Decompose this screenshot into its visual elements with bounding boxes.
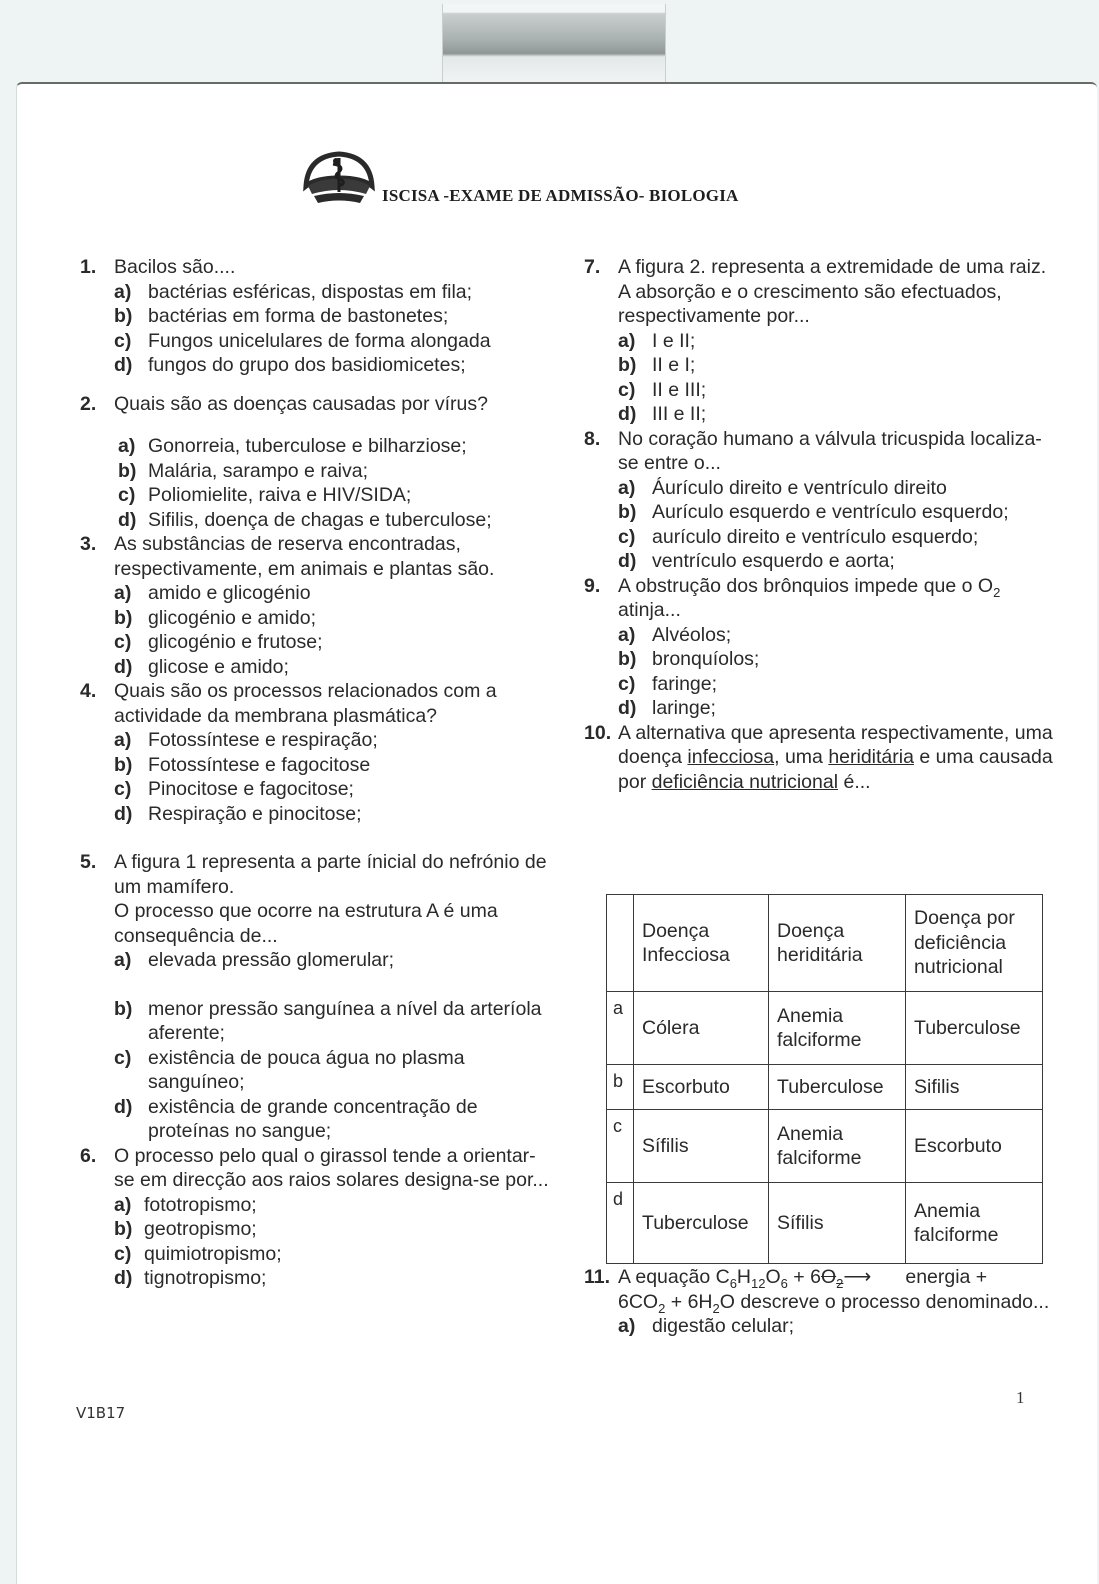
exam-header — [302, 136, 739, 208]
table-cell: Anemia falciforme — [769, 1110, 906, 1183]
table-header-cell: Doença heriditária — [769, 895, 906, 992]
option-b[interactable]: b) Fotossíntese e fagocitose — [114, 753, 371, 776]
disease-table — [606, 894, 1043, 1264]
option-d[interactable]: d) laringe; — [618, 697, 716, 719]
option-b[interactable]: b) II e I; — [618, 354, 696, 376]
row-label: d — [607, 1183, 634, 1264]
question-7 — [584, 255, 1054, 427]
option-d[interactable]: d) existência de grande concentração de proteínas no sangue; — [114, 1095, 478, 1142]
row-label: a — [607, 992, 634, 1065]
option-a[interactable]: a) I e II; — [618, 329, 696, 352]
option-b[interactable]: b) bronquíolos; — [618, 648, 760, 670]
question-number: 10. — [584, 721, 612, 744]
option-a[interactable]: a) fototropismo; — [114, 1193, 257, 1216]
option-c[interactable]: c) glicogénio e frutose; — [114, 631, 323, 653]
page-number: 1 — [1016, 1388, 1025, 1407]
option-b[interactable]: b) menor pressão sanguínea a nível da arteríola aferente; — [114, 997, 542, 1044]
table-row[interactable] — [607, 1065, 1043, 1110]
option-a[interactable]: a) Gonorreia, tuberculose e bilharziose; — [118, 435, 467, 457]
option-d[interactable]: d) Sifilis, doença de chagas e tuberculose; — [118, 508, 492, 531]
table-cell: Escorbuto — [634, 1065, 769, 1110]
row-label: b — [607, 1065, 634, 1110]
table-cell: Escorbuto — [906, 1110, 1043, 1183]
table-cell: Sífilis — [634, 1110, 769, 1183]
question-equation: A equação $C_6H_{12}O_6$ + $6O_2⟶$ energia + $6CO_2 + 6H_2O$ descreve o processo denominado... — [618, 1266, 1050, 1316]
question-number: 6. — [80, 1144, 97, 1167]
option-c[interactable]: c) faringe; — [618, 672, 718, 695]
option-a[interactable]: a) amido e glicogénio — [114, 582, 311, 604]
question-text: No coração humano a válvula tricuspida localiza-se entre o... — [618, 427, 1042, 474]
question-6 — [80, 1144, 550, 1291]
option-d[interactable]: d) fungos do grupo dos basidiomicetes; — [114, 354, 466, 376]
question-text: Bacilos são.... — [114, 256, 236, 278]
option-a[interactable]: a) Alvéolos; — [618, 623, 732, 646]
option-a[interactable]: a) Áurículo direito e ventrículo direito — [618, 476, 947, 499]
question-11 — [584, 1265, 1054, 1339]
question-4 — [80, 679, 550, 826]
table-cell: Anemia falciforme — [769, 992, 906, 1065]
question-5 — [80, 850, 550, 1144]
question-number: 4. — [80, 680, 97, 702]
question-text: As substâncias de reserva encontradas, respectivamente, em animais e plantas são. — [114, 533, 495, 580]
option-b[interactable]: b) bactérias em forma de bastonetes; — [114, 305, 449, 327]
option-c[interactable]: c) aurículo direito e ventrículo esquerdo; — [618, 525, 979, 548]
option-b[interactable]: b) geotropismo; — [114, 1218, 257, 1240]
arrow-icon: ⟶ — [843, 1266, 872, 1288]
option-a[interactable]: a) digestão celular; — [618, 1315, 795, 1337]
question-11-block — [584, 1265, 1054, 1339]
option-a[interactable]: a) Fotossíntese e respiração; — [114, 729, 378, 751]
question-text: Quais são as doenças causadas por vírus? — [114, 392, 488, 415]
question-number: 5. — [80, 851, 97, 873]
iscisa-logo-icon — [302, 148, 376, 208]
option-b[interactable]: b) Malária, sarampo e raiva; — [118, 459, 369, 482]
question-1 — [80, 255, 550, 378]
question-3 — [80, 532, 550, 679]
table-header-cell — [607, 895, 634, 992]
version-code: V1B17 — [76, 1404, 126, 1422]
question-text: A alternativa que apresenta respectivamente, uma doença infecciosa, uma heriditária e uma causada por deficiência nutricional é... — [618, 721, 1053, 793]
question-text: A obstrução dos brônquios impede que o $O_2$ atinja... — [618, 574, 1001, 621]
question-number: 9. — [584, 574, 601, 597]
option-c[interactable]: c) Pinocitose e fagocitose; — [114, 778, 354, 800]
option-d[interactable]: d) Respiração e pinocitose; — [114, 802, 362, 825]
question-10 — [584, 721, 1054, 795]
table-cell: Sífilis — [769, 1183, 906, 1264]
question-text-continued: A absorção e o crescimento são efectuados, respectivamente por... — [618, 280, 1002, 327]
scanner-clip — [442, 4, 666, 84]
option-b[interactable]: b) glicogénio e amido; — [114, 606, 317, 629]
row-label: c — [607, 1110, 634, 1183]
exam-title: ISCISA -EXAME DE ADMISSÃO- BIOLOGIA — [382, 186, 739, 205]
question-text: A figura 1 representa a parte ínicial do nefrónio de um mamífero. — [114, 851, 547, 898]
table-row[interactable] — [607, 1183, 1043, 1264]
option-c[interactable]: c) Poliomielite, raiva e HIV/SIDA; — [118, 484, 412, 506]
question-number: 2. — [80, 392, 97, 415]
question-8 — [584, 427, 1054, 574]
table-cell: Sifilis — [906, 1065, 1043, 1110]
left-column — [80, 255, 550, 1291]
option-c[interactable]: c) existência de pouca água no plasma sanguíneo; — [114, 1046, 465, 1093]
question-text: Quais são os processos relacionados com a actividade da membrana plasmática? — [114, 680, 497, 727]
question-text: A figura 2. representa a extremidade de uma raiz. — [618, 256, 1047, 278]
option-d[interactable]: d) III e II; — [618, 403, 707, 425]
table-header-row — [607, 895, 1043, 992]
option-b[interactable]: b) Aurículo esquerdo e ventrículo esquerdo; — [618, 501, 1009, 523]
question-2 — [80, 392, 550, 533]
table-header-cell: Doença por deficiência nutricional — [906, 895, 1043, 992]
table-cell: Cólera — [634, 992, 769, 1065]
option-a[interactable]: a) elevada pressão glomerular; — [114, 949, 395, 971]
question-number: 11. — [584, 1266, 611, 1288]
question-text-continued: O processo que ocorre na estrutura A é uma consequência de... — [114, 900, 498, 947]
table-row[interactable] — [607, 992, 1043, 1065]
question-number: 7. — [584, 256, 601, 278]
question-text: O processo pelo qual o girassol tende a orientar-se em direcção aos raios solares designa-se por... — [114, 1144, 549, 1191]
option-d[interactable]: d) tignotropismo; — [114, 1267, 267, 1289]
question-9 — [584, 574, 1054, 721]
table-header-cell: Doença Infecciosa — [634, 895, 769, 992]
question-number: 8. — [584, 427, 601, 450]
option-c[interactable]: c) II e III; — [618, 378, 707, 401]
right-column — [584, 255, 1054, 794]
option-c[interactable]: c) quimiotropismo; — [114, 1242, 282, 1265]
table-cell: Tuberculose — [634, 1183, 769, 1264]
option-d[interactable]: d) glicose e amido; — [114, 655, 289, 678]
option-a[interactable]: a) bactérias esféricas, dispostas em fila; — [114, 280, 473, 303]
table-cell: Tuberculose — [906, 992, 1043, 1065]
question-number: 1. — [80, 256, 97, 278]
table-row[interactable] — [607, 1110, 1043, 1183]
table-cell: Tuberculose — [769, 1065, 906, 1110]
option-d[interactable]: d) ventrículo esquerdo e aorta; — [618, 550, 895, 572]
option-c[interactable]: c) Fungos unicelulares de forma alongada — [114, 329, 491, 352]
question-number: 3. — [80, 533, 97, 555]
table-cell: Anemia falciforme — [906, 1183, 1043, 1264]
